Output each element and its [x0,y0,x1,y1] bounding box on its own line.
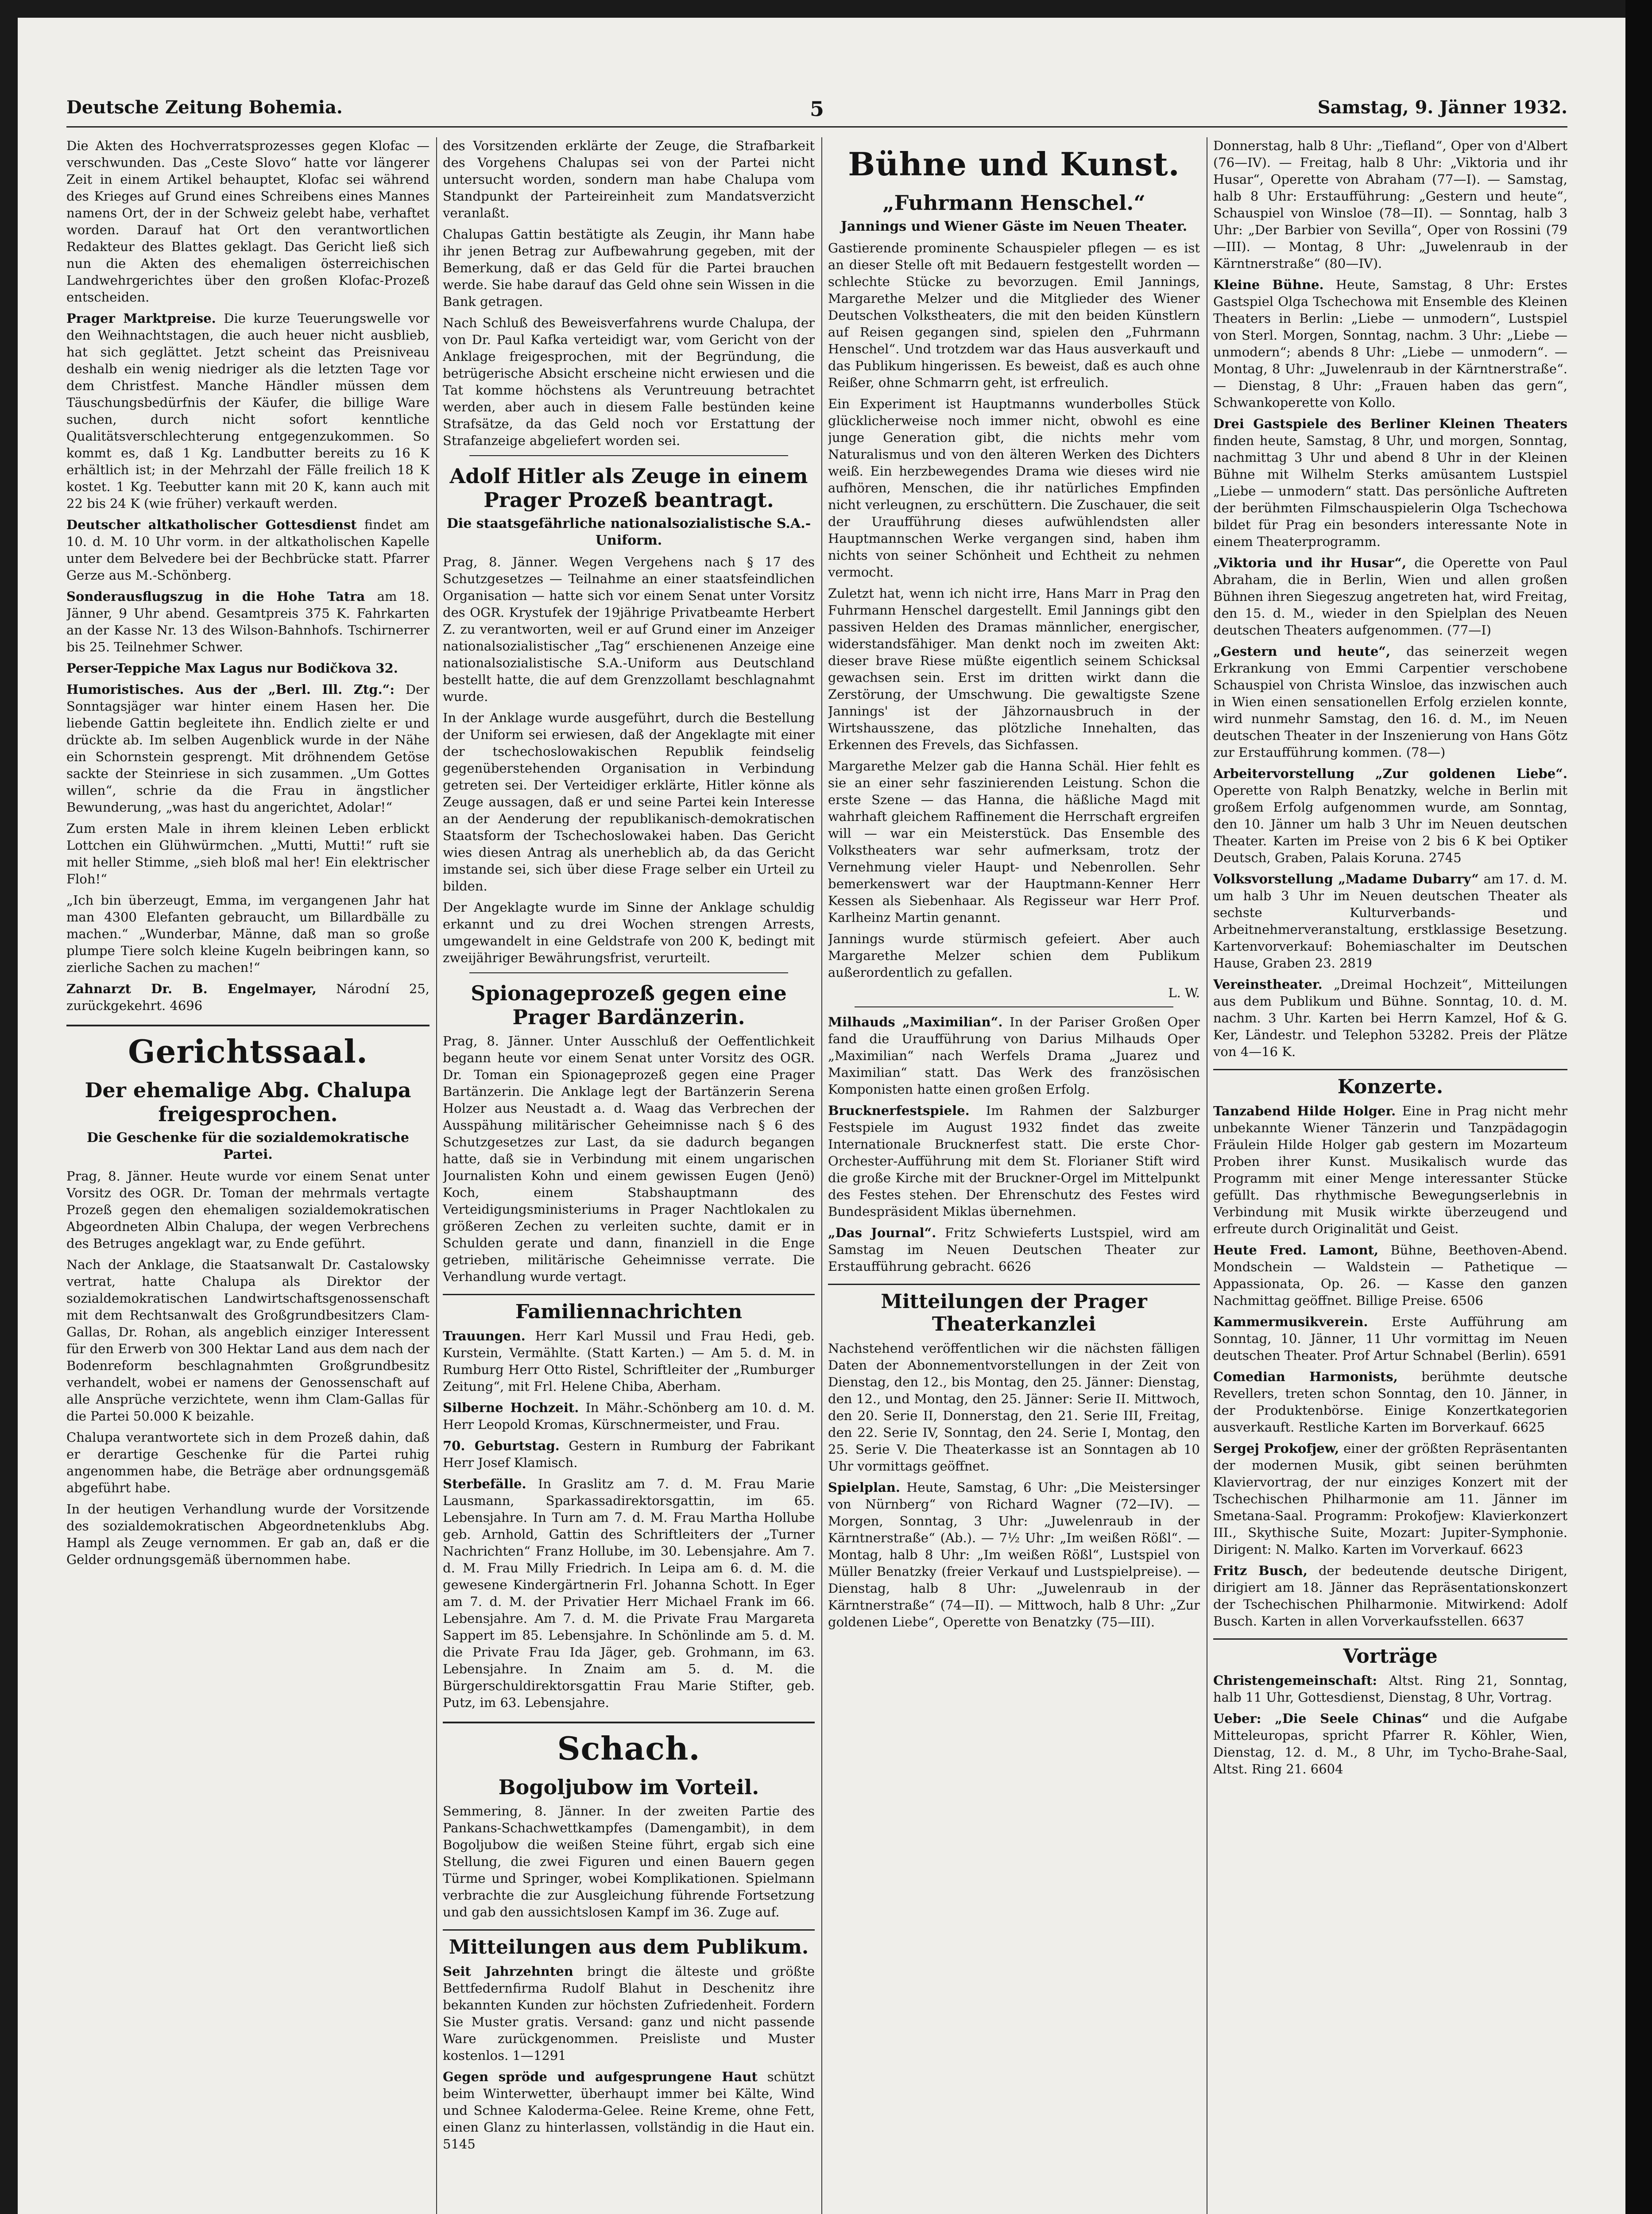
divider [469,455,788,456]
article-headline: „Fuhrmann Henschel.“ [882,191,1145,215]
article-paragraph: Jannings wurde stürmisch gefeiert. Aber auch Margarethe Melzer schien dem Publikum außerordentlich zu gefallen. [828,931,1200,980]
concert-note: Fritz Busch, der bedeutende deutsche Dirigent, dirigiert am 18. Jänner das Repräsentationskonzert der Tschechischen Philharmonie. Mitwirkend: Adolf Busch. Karten in allen Vorverkaufsstellen. 6637 [1213,1563,1567,1629]
article-paragraph: Zuletzt hat, wenn ich nicht irre, Hans Marr in Prag den Fuhrmann Henschel dargestellt. Emil Jannings gibt den passiven Helden des Dramas männlicher, energischer, widerstandsfähiger. Man denkt noch im zweiten Akt: dieser brave Riese müßte eigentlich seinem Schicksal gewachsen sein. Erst im dritten wirkt dann die Zerstörung, der Umschwung. Die gewaltigste Szene Jannings' ist der Jähzornausbruch in der Wirtshausszene, das plötzliche Innehalten, das Erkennen des Frevels, das Sichfassen. [828,586,1200,752]
article-paragraph: Prag, 8. Jänner. Wegen Vergehens nach § 17 des Schutzgesetzes — Teilnahme an einer staatsfeindlichen Organisation — hatte sich vor einem Senat unter Vorsitz des OGR. Krystufek der 19jährige Privatbeamte Herbert Z. zu verantworten, weil er auf Grund einer im Anzeiger nationalsozialistischer „Tag“ erschienenen Anzeige eine nationalsozialistische S.A.-Uniform aus Deutschland bestellt hatte, die auf dem Grenzzollamt beschlagnahmt wurde. [443,554,815,704]
divider [469,972,788,973]
article-headline: Bogoljubow im Vorteil. [498,1775,759,1799]
theater-schedule: Donnerstag, halb 8 Uhr: „Tiefland“, Oper von d'Albert (76—IV). — Freitag, halb 8 Uhr: „Viktoria und ihr Husar“, Operette von Abraham (77—I). — Samstag, halb 8 Uhr: Erstaufführung: „Gestern und heute“, Schauspiel von Winsloe (78—II). — Sonntag, halb 3 Uhr: „Der Barbier von Sevilla“, Oper von Rossini (79—III). — Montag, 8 Uhr: „Juwelenraub in der Kärntnerstraße“ (80—IV). [1213,138,1567,271]
article-headline: Spionageprozeß gegen eine Prager Bardänzerin. [471,981,787,1029]
section-heading: Bühne und Kunst. [848,145,1180,183]
article-headline: Der ehemalige Abg. Chalupa freigesprochen. [85,1078,411,1126]
lecture-note: Ueber: „Die Seele Chinas“ und die Aufgabe Mitteleuropas, spricht Pfarrer R. Köhler, Wien, Dienstag, 12. d. M., 8 Uhr, im Tycho-Brahe-Saal, Altst. Ring 21. 6604 [1213,1711,1567,1777]
article-paragraph: In der Anklage wurde ausgeführt, durch die Bestellung der Uniform sei erwiesen, daß der Angeklagte mit einer der tschechoslowakischen Republik feindselig gegenüberstehenden Organisation in Verbindung getreten sei. Der Verteidiger erklärte, Hitler könne als Zeuge aussagen, daß er und seine Partei kein Interesse an der Aenderung der republikanisch-demokratischen Staatsform der Tschechoslowakei haben. Das Gericht wies diesen Antrag als unerheblich ab, da das Gericht imstande sei, sich über diese Frage selber ein Urteil zu bilden. [443,710,815,894]
article-paragraph: Gastierende prominente Schauspieler pflegen — es ist an dieser Stelle oft mit Bedauern festgestellt worden — schlechte Stücke zu bevorzugen. Emil Jannings, Margarethe Melzer und die Mitglieder des Wiener Deutschen Volkstheaters, die mit den beiden Künstlern auf Reisen gegangen sind, spielen den „Fuhrmann Henschel“. Und trotzdem war das Haus ausverkauft und das Publikum hingerissen. Es beweist, daß es auch ohne Reißer, ohne Schmarrn geht, ist erfreulich. [828,240,1200,390]
page-number: 5 [809,97,824,121]
family-notice: Sterbefälle. In Graslitz am 7. d. M. Frau Marie Lausmann, Sparkassadirektorsgattin, im 65. Lebensjahre. In Turn am 7. d. M. Frau Martha Hollube geb. Arnhold, Gattin des Schriftleiters der „Turner Nachrichten“ Franz Hollube, im 30. Lebensjahre. Am 7. d. M. Frau Milly Friedrich. In Leipa am 6. d. M. die gewesene Kindergärtnerin Frl. Johanna Schott. In Eger am 7. d. M. der Privatier Herr Michael Frank im 66. Lebensjahre. Am 7. d. M. die Private Frau Margareta Sappert im 85. Lebensjahre. In Schönlinde am 5. d. M. die Private Frau Ida Jäger, geb. Grohmann, im 63. Lebensjahre. In Znaim am 5. d. M. die Bürgerschuldirektorsgattin Frau Marie Stifter, geb. Putz, im 63. Lebensjahre. [443,1476,815,1710]
concert-note: Sergej Prokofjew, einer der größten Repräsentanten der modernen Musik, gibt seinen berühmten Klaviervortrag, der nur einziges Konzert mit der Tschechischen Philharmonie am 11. Jänner im Smetana-Saal. Programm: Prokofjew: Klavierkonzert III., Skythische Suite, Mozart: Jupiter-Symphonie. Dirigent: N. Malko. Karten im Vorverkauf. 6623 [1213,1441,1567,1557]
section-heading: Schach. [443,1722,815,1767]
article-subheadline: Jannings und Wiener Gäste im Neuen Theater. [840,219,1188,234]
family-notice: Silberne Hochzeit. In Mähr.-Schönberg am 10. d. M. Herr Leopold Kromas, Kürschnermeister, und Frau. [443,1400,815,1432]
article-paragraph: Der Angeklagte wurde im Sinne der Anklage schuldig erkannt und zu drei Wochen strengen Arrests, umgewandelt in eine Geldstrafe von 200 K, bedingt mit zweijähriger Bewährungsfrist, verurteilt. [443,900,815,965]
culture-note: „Das Journal“. Fritz Schwieferts Lustspiel, wird am Samstag im Neuen Deutschen Theater zur Erstaufführung gebracht. 6626 [828,1225,1200,1274]
family-notice: Trauungen. Herr Karl Mussil und Frau Hedi, geb. Kurstein, Vermählte. (Statt Karten.) — Am 5. d. M. in Rumburg Herr Otto Ristel, Schriftleiter der „Rumburger Zeitung“, mit Frl. Helene Chiba, Aberham. [443,1328,815,1394]
column-3 [828,137,1200,2214]
column-4 [1213,137,1567,2214]
issue-date: Samstag, 9. Jänner 1932. [1317,97,1567,118]
advertisement: Perser-Teppiche Max Lagus nur Bodičkova 32. [66,661,398,676]
column-rule [436,137,437,2214]
culture-note: Milhauds „Maximilian“. In der Pariser Großen Oper fand die Uraufführung von Darius Milhauds Oper „Maximilian“ nach Werfels Drama „Juarez und Maximilian“ statt. Das Werk des französischen Komponisten hatte einen großen Erfolg. [828,1014,1200,1097]
article-paragraph: Chalupa verantwortete sich in dem Prozeß dahin, daß er derartige Geschenke für die Partei ruhig angenommen habe, die Beträge aber ordnungsgemäß abgeführt habe. [66,1430,429,1495]
article-paragraph: Semmering, 8. Jänner. In der zweiten Partie des Pankans-Schachwettkampfes (Damengambit), in dem Bogoljubow die weißen Steine führt, ergab sich eine Stellung, die zwei Figuren und einen Bauern gegen Türme und Springer, wobei Komplikationen. Spielmann verbrachte die zur Ausgleichung führende Fortsetzung und gab den aussichtslosen Kampf im 36. Zuge auf. [443,1804,815,1920]
theater-schedule: Spielplan. Heute, Samstag, 6 Uhr: „Die Meistersinger von Nürnberg“ von Richard Wagner (72—IV). — Morgen, Sonntag, 3 Uhr: „Juwelenraub in der Kärntnerstraße“ (Ab.). — 7½ Uhr: „Im weißen Rößl“. — Montag, halb 8 Uhr: „Im weißen Rößl“, Lustspiel von Müller Benatzky (freier Verkauf und Lustspielpreise). — Dienstag, halb 8 Uhr: „Juwelenraub in der Kärntnerstraße“ (74—II). — Mittwoch, halb 8 Uhr: „Zur goldenen Liebe“, Operette von Benatzky (75—III). [828,1480,1200,1630]
concert-note: Comedian Harmonists, berühmte deutsche Revellers, treten schon Sonntag, den 10. Jänner, in der Produktenbörse. Einige Konzertkategorien ausverkauft. Restliche Karten im Borverkauf. 6625 [1213,1369,1567,1435]
notice: Sonderausflugszug in die Hohe Tatra am 18. Jänner, 9 Uhr abend. Gesamtpreis 375 K. Fahrkarten an der Kasse Nr. 13 des Wilson-Bahnhofs. Tschirnerrer bis 25. Teilnehmer Schwer. [66,589,429,654]
article-paragraph: Zum ersten Male in ihrem kleinen Leben erblickt Lottchen ein Glühwürmchen. „Mutti, Mutti!“ ruft sie mit heller Stimme, „sieh bloß mal her! Ein elektrischer Floh!“ [66,821,429,886]
column-2 [443,137,815,2214]
column-1 [66,137,429,2214]
column-rule [821,137,822,2214]
article-paragraph: Humoristisches. Aus der „Berl. Ill. Ztg.“: Der Sonntagsjäger war hinter einem Hasen her. Die liebende Gattin begleitete ihn. Endlich zielte er und drückte ab. Im selben Augenblick wurde in der Nähe ein Schornstein gesprengt. Mit dröhnendem Getöse sackte der Steinriese in sich zusammen. „Um Gottes willen“, schrie da die Frau in ängstlicher Bewunderung, „was hast du angerichtet, Adolar!“ [66,682,429,815]
lecture-note: Christengemeinschaft: Altst. Ring 21, Sonntag, halb 11 Uhr, Gottesdienst, Dienstag, 8 Uhr, Vortrag. [1213,1673,1567,1705]
divider [855,1006,1173,1007]
section-heading: Konzerte. [1213,1069,1567,1098]
section-heading: Familiennachrichten [443,1294,815,1323]
article-paragraph: Nachstehend veröffentlichen wir die nächsten fälligen Daten der Abonnementvorstellungen in der Zeit von Dienstag, den 12., bis Montag, den 25. Jänner: Dienstag, den 12., und Montag, den 25. Jänner: Serie II. Mittwoch, den 20. Serie II, Donnerstag, den 21. Serie III, Freitag, den 22. Serie IV, Sonntag, den 24. Serie I, Montag, den 25. Serie V. Die Theaterkasse ist an Sonntagen ab 10 Uhr vormittags geöffnet. [828,1341,1200,1474]
article-paragraph: Prager Marktpreise. Die kurze Teuerungswelle vor den Weihnachtstagen, die auch heuer nicht ausblieb, hat sich geglättet. Jetzt scheint das Preisniveau deshalb ein wenig niedriger als die letzten Tage vor dem Christfest. Manche Händler müssen dem Täuschungsbedürfnis der Käufer, die billige Ware suchen, durch nicht sofort kenntliche Qualitätsverschlechterung entgegenzukommen. So kommt es, daß 1 Kg. Landbutter bereits zu 16 K erhältlich ist; in der Mehrzahl der Fälle freilich 18 K kostet. 1 Kg. Teebutter kann mit 20 K, kann auch mit 22 bis 24 K (wie früher) verkauft werden. [66,311,429,511]
article-paragraph: des Vorsitzenden erklärte der Zeuge, die Strafbarkeit des Vorgehens Chalupas sei von der Partei nicht untersucht worden, sondern man habe Chalupa vom Standpunkt der Parteireinheit zum Mandatsverzicht veranlaßt. [443,138,815,221]
section-heading: Mitteilungen der Prager Theaterkanzlei [828,1284,1200,1335]
theater-note: „Viktoria und ihr Husar“, die Operette von Paul Abraham, die in Berlin, Wien und allen großen Bühnen ihren Siegeszug angetreten hat, wird Freitag, den 15. d. M., wieder in den Spielplan des Neuen deutschen Theaters aufgenommen. (77—I) [1213,555,1567,638]
advertisement: Gegen spröde und aufgesprungene Haut schützt beim Winterwetter, überhaupt immer bei Kälte, Wind und Schnee Kaloderma-Gelee. Reine Kreme, ohne Fett, einen Glanz zu hinterlassen, vollständig in die Haut ein. 5145 [443,2069,815,2152]
concert-note: Kammermusikverein. Erste Aufführung am Sonntag, 10. Jänner, 11 Uhr vormittag im Neuen deutschen Theater. Prof Artur Schnabel (Berlin). 6591 [1213,1314,1567,1363]
theater-note: Volksvorstellung „Madame Dubarry“ am 17. d. M. um halb 3 Uhr im Neuen deutschen Theater als sechste Kulturverbands- und Arbeitnehmerveranstaltung, erstklassige Besetzung. Kartenvorverkauf: Bohemiaschalter im Deutschen Hause, Graben 23. 2819 [1213,871,1567,971]
scan-edge [1625,0,1652,2214]
culture-note: Brucknerfestspiele. Im Rahmen der Salzburger Festspiele im August 1932 findet das zweite Internationale Brucknerfest statt. Die erste Chor-Orchester-Aufführung mit dem St. Florianer Stift wird die große Kirche mit der Bruckner-Orgel im Mittelpunkt des Festes stehen. Der Ehrenschutz des Festes wird Bundespräsident Miklas übernehmen. [828,1103,1200,1219]
article-paragraph: Margarethe Melzer gab die Hanna Schäl. Hier fehlt es sie an einer sehr faszinierenden Leistung. Schon die erste Szene — das Hanna, die häßliche Magd mit wahrhaft gleichem Raffinement die Herrschaft ergreifen will — war ein Meisterstück. Das Ensemble des Volkstheaters war sehr aufmerksam, trotz der Vernehmung vieler Haupt- und Nebenrollen. Sehr bemerkenswert war der Hauptmann-Kenner Herr Kessen als Siebenhaar. Als Regisseur war Herr Prof. Karlheinz Martin genannt. [828,759,1200,925]
concert-note: Heute Fred. Lamont, Bühne, Beethoven-Abend. Mondschein — Waldstein — Pathetique — Appassionata, Op. 26. — Kasse den ganzen Nachmittag geöffnet. Billige Preise. 6506 [1213,1242,1567,1308]
theater-note: Kleine Bühne. Heute, Samstag, 8 Uhr: Erstes Gastspiel Olga Tschechowa mit Ensemble des Kleinen Theaters in Berlin: „Liebe — unmodern“, Lustspiel von Sterl. Morgen, Sonntag, nachm. 3 Uhr: „Liebe — unmodern“; abends 8 Uhr: „Liebe — unmodern“. — Montag, 8 Uhr: „Juwelenraub in der Kärntnerstraße“. — Dienstag, 8 Uhr: „Frauen haben das gern“, Schwankoperette von Kollo. [1213,277,1567,410]
notice: Deutscher altkatholischer Gottesdienst findet am 10. d. M. 10 Uhr vorm. in der altkatholischen Kapelle unter dem Belvedere bei der Bechbrücke statt. Pfarrer Gerze aus M.-Schönberg. [66,517,429,583]
article-paragraph: Prag, 8. Jänner. Heute wurde vor einem Senat unter Vorsitz des OGR. Dr. Toman der mehrmals vertagte Prozeß gegen den ehemaligen sozialdemokratischen Abgeordneten Albin Chalupa, der wegen Verbrechens des Betruges angeklagt war, zu Ende geführt. [66,1169,429,1251]
concert-note: Tanzabend Hilde Holger. Eine in Prag nicht mehr unbekannte Wiener Tänzerin und Tanzpädagogin Fräulein Hilde Holger gab gestern im Mozarteum Proben ihrer Kunst. Musikalisch wurde das Programm mit einer Menge interessanter Stücke gefüllt. Das rhythmische Bewegungserlebnis in Verbindung mit Musik wirkte überzeugend und erfreute durch Originalität und Geist. [1213,1103,1567,1236]
advertisement: Seit Jahrzehnten bringt die älteste und größte Bettfedernfirma Rudolf Blahut in Deschenitz ihre bekannten Kunden zur höchsten Zufriedenheit. Fordern Sie Muster gratis. Versand: ganz und nicht passende Ware zurückgenommen. Preisliste und Muster kostenlos. 1—1291 [443,1964,815,2063]
article-paragraph: „Ich bin überzeugt, Emma, im vergangenen Jahr hat man 4300 Elefanten gebraucht, um Billardbälle zu machen.“ „Wunderbar, Männe, daß man so große plumpe Tiere solch kleine Kugeln beibringen kann, so zierliche Sachen zu machen!“ [66,893,429,975]
article-paragraph: Ein Experiment ist Hauptmanns wunderbolles Stück glücklicherweise noch immer nicht, obwohl es eine junge Generation gibt, die nichts mehr vom Naturalismus und von den älteren Werken des Dichters weiß. Ein herzbewegendes Drama wie dieses wird nie aufhören, Menschen, die ihr natürliches Empfinden nicht verleugnen, zu erschüttern. Die Zuschauer, die seit der Uraufführung dieses aufwühlendsten aller Hauptmannschen Werke vergangen sind, haben ihm nichts von seiner Schönheit und Echtheit zu nehmen vermocht. [828,396,1200,580]
section-heading: Gerichtssaal. [66,1025,429,1070]
article-paragraph: Die Akten des Hochverratsprozesses gegen Klofac — verschwunden. Das „Ceste Slovo“ hatte vor längerer Zeit in einem Artikel behauptet, Klofac sei während des Krieges auf Grund eines Schreibens eines Mannes namens Ort, der in der Schweiz gelebt habe, verhaftet worden. Darauf hat Ort den verantwortlichen Redakteur des Blattes geklagt. Das Gericht ließ sich nun die Akten des ehemaligen österreichischen Landwehrgerichtes über den großen Klofac-Prozeß entscheiden. [66,138,429,305]
article-headline: Adolf Hitler als Zeuge in einem Prager Prozeß beantragt. [449,464,808,512]
article-paragraph: Nach Schluß des Beweisverfahrens wurde Chalupa, der von Dr. Paul Kafka verteidigt war, vom Gericht von der Anklage freigesprochen, mit der Begründung, die betrügerische Absicht erscheine nicht erwiesen und die Tat komme höchstens als Veruntreuung betrachtet werden, aber auch in diesem Falle bestünden keine Strafsätze, da das Geld noch vor Erstattung der Strafanzeige abgeliefert worden sei. [443,315,815,448]
article-paragraph: Prag, 8. Jänner. Unter Ausschluß der Oeffentlichkeit begann heute vor einem Senat unter Vorsitz des OGR. Dr. Toman ein Spionageprozeß gegen eine Prager Bartänzerin. Die Anklage legt der Bartänzerin Serena Holzer aus Neustadt a. d. Waag das Verbrechen der Ausspähung militärischer Geheimnisse nach § 6 des Schutzgesetzes zur Last, da sie dadurch begangen hatte, daß sie in Verbindung mit einem ungarischen Journalisten Kohn und einem gewissen Eugen (Jenö) Koch, einem Stabshauptmann des Verteidigungsministeriums in Prager Nachtlokalen zu größeren Zechen zu verleiten suchte, damit er in Schulden gerate und dann, finanziell in die Enge getrieben, militärische Geheimnisse verrate. Die Verhandlung wurde vertagt. [443,1033,815,1284]
newspaper-title: Deutsche Zeitung Bohemia. [66,97,343,118]
section-heading: Mitteilungen aus dem Publikum. [443,1929,815,1959]
article-subheadline: Die staatsgefährliche nationalsozialistische S.A.-Uniform. [446,516,811,548]
section-heading: Vorträge [1213,1638,1567,1668]
theater-note: Arbeitervorstellung „Zur goldenen Liebe“. Operette von Ralph Benatzky, welche in Berlin mit großem Erfolg aufgenommen wurde, am Sonntag, den 10. Jänner um halb 3 Uhr im Neuen deutschen Theater. Karten im Preise von 2 bis 6 K bei Optiker Deutsch, Graben, Palais Koruna. 2745 [1213,766,1567,865]
page-header [66,95,1567,128]
article-subheadline: Die Geschenke für die sozialdemokratische Partei. [86,1130,410,1162]
theater-note: Vereinstheater. „Dreimal Hochzeit“, Mitteilungen aus dem Publikum und Bühne. Sonntag, 10. d. M. nachm. 3 Uhr. Karten bei Herrn Kamzel, Hof & G. Ker, Ländestr. und Telephon 53282. Preis der Plätze von 4—16 K. [1213,977,1567,1059]
article-paragraph: Chalupas Gattin bestätigte als Zeugin, ihr Mann habe ihr jenen Betrag zur Aufbewahrung gegeben, mit der Bemerkung, daß er das Geld für die Partei brauchen werde. Sie habe darauf das Geld ohne sein Wissen in die Bank getragen. [443,227,815,309]
author-signature: L. W. [1168,985,1200,1000]
advertisement: Zahnarzt Dr. B. Engelmayer, Národní 25, zurückgekehrt. 4696 [66,981,429,1013]
theater-note: „Gestern und heute“, das seinerzeit wegen Erkrankung von Emmi Carpentier verschobene Schauspiel von Christa Winsloe, das inzwischen auch in Wien einen sensationellen Erfolg erzielen konnte, wird nunmehr Samstag, den 16. d. M., im Neuen deutschen Theater in der Inszenierung von Hans Götz zur Erstaufführung kommen. (78—) [1213,644,1567,760]
article-paragraph: Nach der Anklage, die Staatsanwalt Dr. Castalowsky vertrat, hatte Chalupa als Direktor der sozialdemokratischen Landwirtschaftsgenossenschaft mit dem Rechtsanwalt des Großgrundbesitzers Clam-Gallas, Dr. Rohan, als angeblich einziger Interessent für den Erwerb von 300 Hektar Land aus dem nach der Bodenreform beschlagnahmten Großgrundbesitz verhandelt, wobei er namens der Genossenschaft auf alle Ansprüche verzichtete, wenn ihm Clam-Gallas für die Partei 50.000 K beizahle. [66,1257,429,1424]
family-notice: 70. Geburtstag. Gestern in Rumburg der Fabrikant Herr Josef Klamisch. [443,1438,815,1470]
theater-note: Drei Gastspiele des Berliner Kleinen Theaters finden heute, Samstag, 8 Uhr, und morgen, Sonntag, nachmittag 3 Uhr und abend 8 Uhr in der Kleinen Bühne mit Wilhelm Sterks amüsantem Lustspiel „Liebe — unmodern“ statt. Das persönliche Auftreten der berühmten Filmschauspielerin Olga Tschechowa bildet für Prag ein besonders interessante Note in einem Theaterprogramm. [1213,416,1567,549]
article-paragraph: In der heutigen Verhandlung wurde der Vorsitzende des sozialdemokratischen Abgeordnetenklubs Abg. Hampl als Zeuge vernommen. Er gab an, daß er die Gelder ordnungsgemäß übernommen habe. [66,1502,429,1567]
